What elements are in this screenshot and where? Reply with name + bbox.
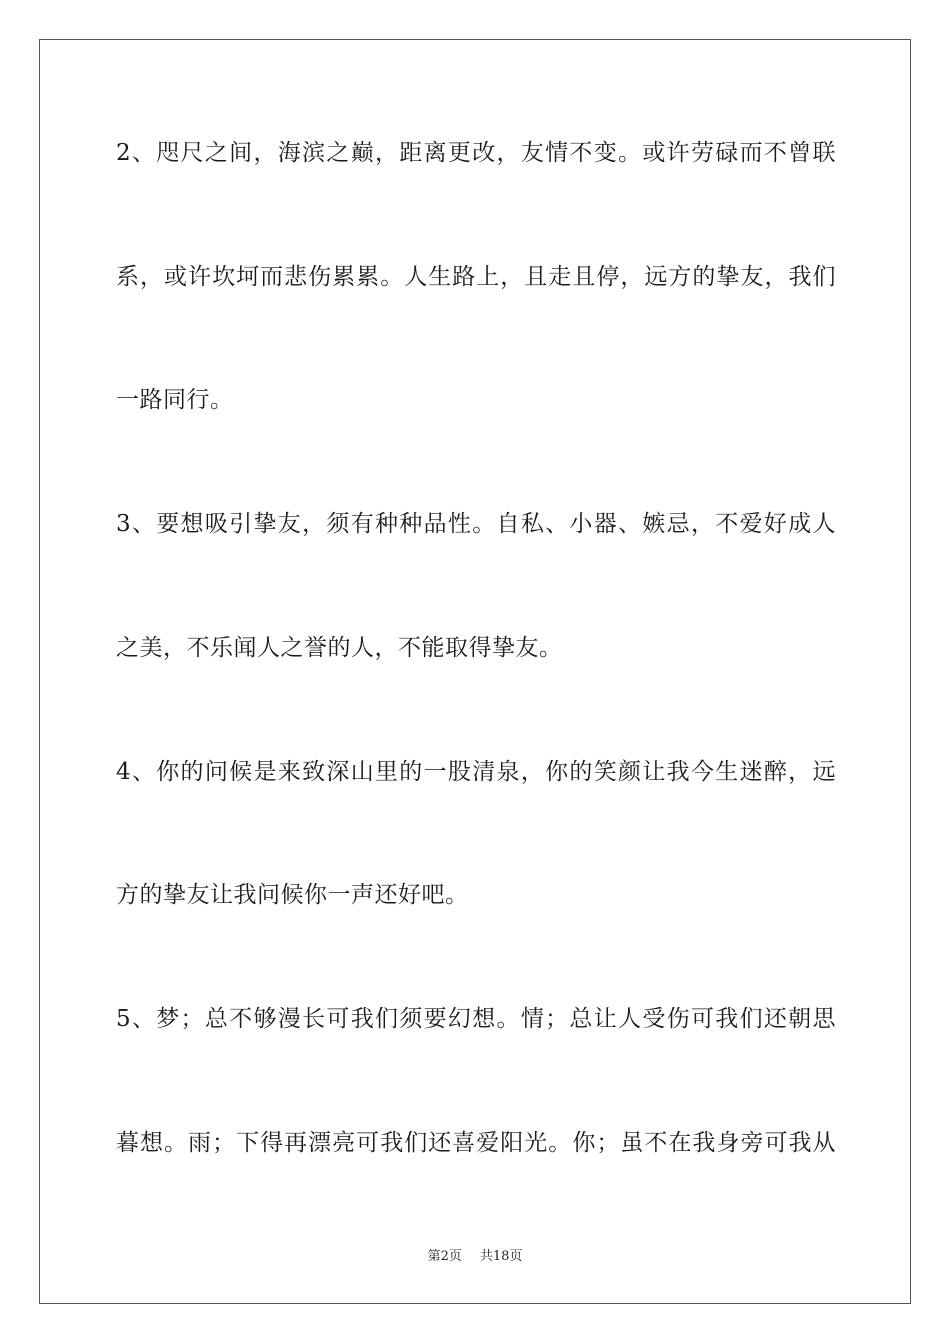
paragraph-4-line-2: 方的挚友让我问候你一声还好吧。 <box>116 882 469 908</box>
paragraph-4-line-1: 4、你的问候是来致深山里的一股清泉，你的笑颜让我今生迷醉，远 <box>116 759 836 785</box>
paragraph-2-line-2: 系，或许坎坷而悲伤累累。人生路上，且走且停，远方的挚友，我们 <box>116 264 836 290</box>
paragraph-2-line-3: 一路同行。 <box>116 387 234 413</box>
page-border <box>39 39 911 1304</box>
paragraph-3-line-1: 3、要想吸引挚友，须有种种品性。自私、小器、嫉忌，不爱好成人 <box>116 511 836 537</box>
page-number: 第2页 <box>427 1249 462 1264</box>
paragraph-2-line-1: 2、咫尺之间，海滨之巅，距离更改，友情不变。或许劳碌而不曾联 <box>116 140 836 166</box>
paragraph-5-line-2: 暮想。雨；下得再漂亮可我们还喜爱阳光。你；虽不在我身旁可我从 <box>116 1130 836 1156</box>
paragraph-3-line-2: 之美，不乐闻人之誉的人，不能取得挚友。 <box>116 635 563 661</box>
page-total: 共18页 <box>479 1249 523 1264</box>
paragraph-5-line-1: 5、梦；总不够漫长可我们须要幻想。情；总让人受伤可我们还朝思 <box>116 1006 836 1032</box>
page-footer <box>0 1248 950 1266</box>
